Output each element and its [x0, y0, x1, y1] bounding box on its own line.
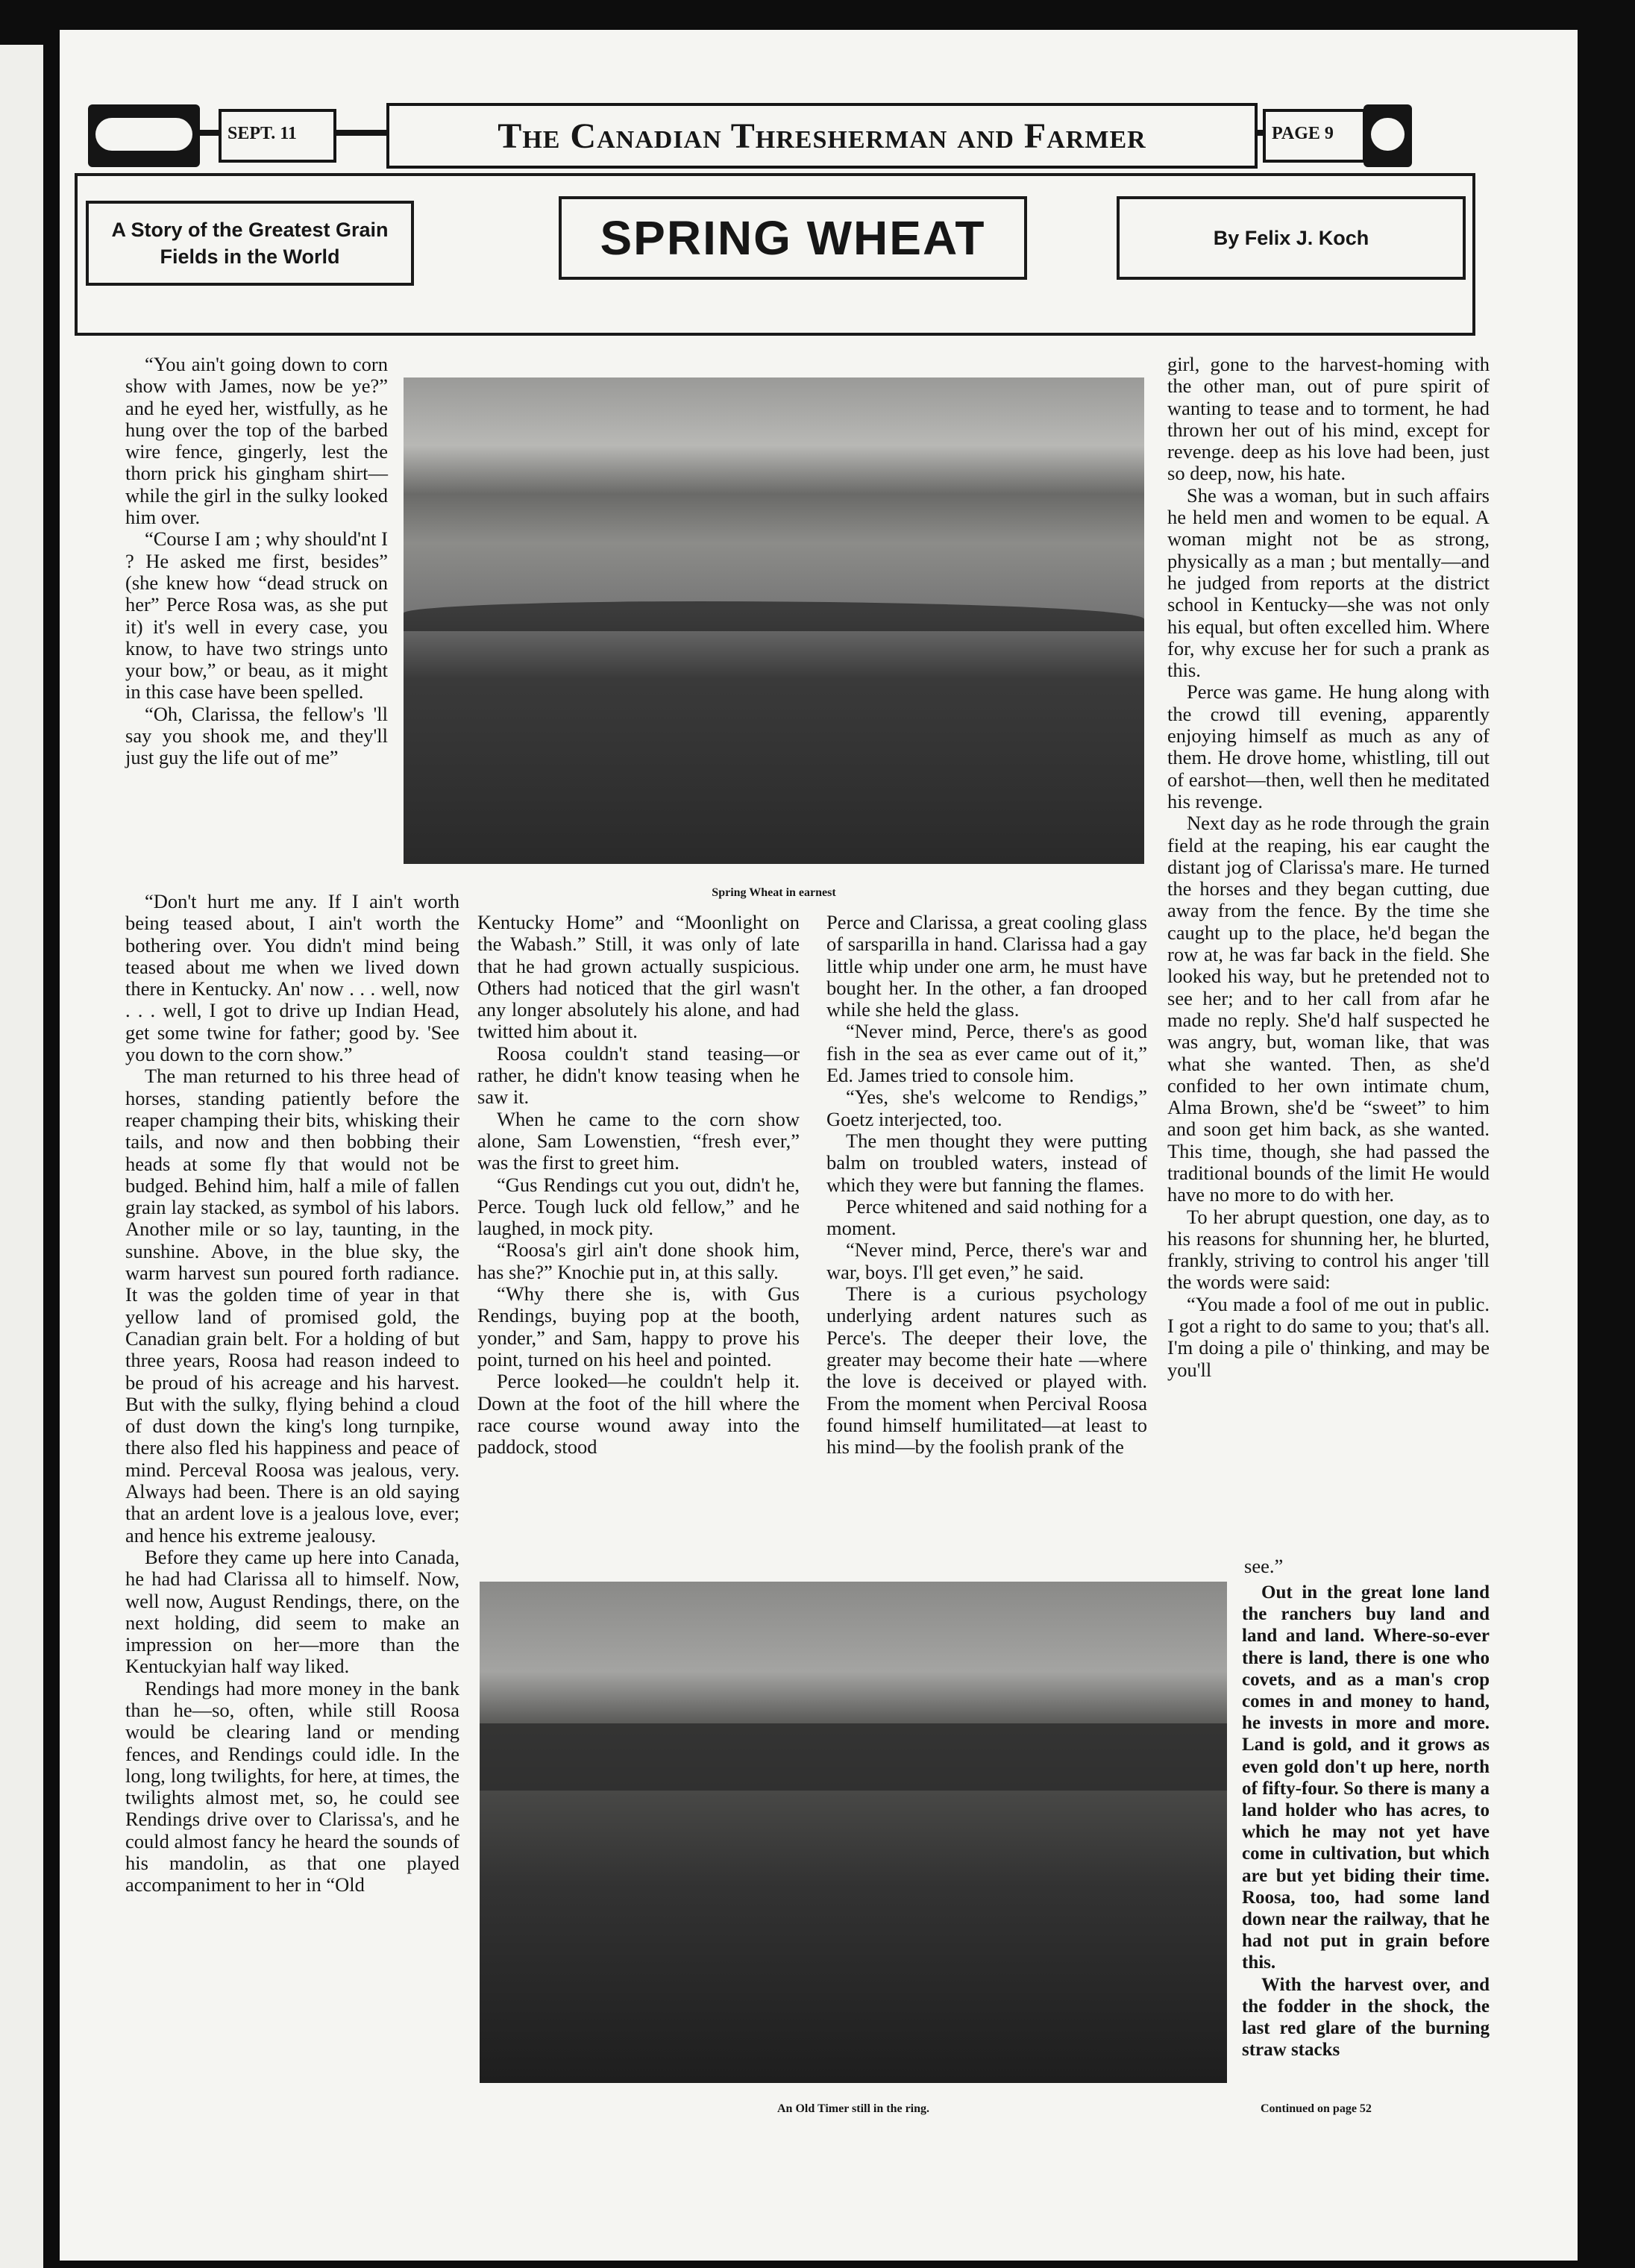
column-1-bottom [125, 891, 459, 1896]
paragraph: “Never mind, Perce, there's as good fish in the sea as ever came out of it,” Ed. James tried to console him. [826, 1020, 1147, 1087]
paragraph: “Don't hurt me any. If I ain't worth being teased about, I ain't worth the bothering over. You didn't mind being teased about me when we lived down there in Kentucky. An' now . . . well, now . . . well, I got to drive up Indian Head, get some twine for father; good by. 'See you down to the corn show.” [125, 890, 459, 1066]
bottom-photo-caption: An Old Timer still in the ring. [776, 2102, 930, 2115]
paragraph: “You made a fool of me out in public. I got a right to do same to you; that's all. I'm doing a pile o' thinking, and may be you'll [1167, 1292, 1490, 1381]
paragraph: Roosa couldn't stand teasing—or rather, he didn't know teasing when he saw it. [477, 1041, 800, 1109]
paragraph: Out in the great lone land the ranchers buy land and land and land. Where-so-ever there is land, there is one who covets, and as a man's crop comes in and money to hand, he invests in more and more. Land is gold, and it grows as even gold don't up here, north of fifty-four. So there is many a land holder who has acres, to which he may not yet have come in cultivation, but which are but yet biding their time. Roosa, too, had some land down near the railway, that he had not put in grain before this. [1242, 1582, 1490, 1973]
paragraph: There is a curious psychology underlying ardent natures such as Perce's. The deeper their love, the greater may become their hate —where the love is deceived or played with. From the moment when Percival Roosa found himself humilitated—at least to his mind—by the foolish prank of the [826, 1282, 1147, 1459]
story-tagline: A Story of the Greatest Grain Fields in the World [111, 219, 389, 268]
page-number: PAGE 9 [1272, 124, 1334, 143]
date-box [219, 109, 336, 163]
story-byline: By Felix J. Koch [1213, 226, 1369, 249]
paragraph: Perce whitened and said nothing for a moment. [826, 1194, 1147, 1240]
page-box [1263, 109, 1366, 163]
paragraph: Rendings had more money in the bank than he—so, often, while still Roosa would be clearing land or mending fences, and Rendings could idle. In the long, long twilights, for here, at times, the twilights almost met, so, he could see Rendings drive over to Clarissa's, and he could almost fancy he heard the sounds of his mandolin, as that one played accompaniment to her in “Old [125, 1676, 459, 1896]
byline-box [1117, 196, 1466, 280]
continued-note: Continued on page 52 [1261, 2102, 1372, 2115]
paragraph: Perce and Clarissa, a great cooling glass of sarsparilla in hand. Clarissa had a gay little whip under one arm, he must have bought her. In the other, a fan drooped while she held the glass. [826, 911, 1147, 1021]
paragraph: Next day as he rode through the grain field at the reaping, his ear caught the distant jog of Clarissa's mare. He turned the horses and they began cutting, due away from the fence. By the time she caught up to the place, he'd began the row at, he was far back in the field. She looked his way, but he pretended not to see her; and to her call from afar he made no reply. She'd half suspected he was angry, but, woman like, that was what she wanted. Then, as she'd confided to her own intimate chum, Alma Brown, she'd be “sweet” to him and soon get him back, as she wanted. This time, though, she had passed the traditional bounds of the limit He would have no more to do with her. [1167, 812, 1490, 1206]
column-1-top [125, 354, 388, 769]
treeline [404, 601, 1144, 631]
paragraph: Kentucky Home” and “Moonlight on the Wabash.” Still, it was only of late that he had grown actually suspicious. Others had noticed that the girl wasn't any longer absolutely his alone, and had twitted him about it. [477, 911, 800, 1043]
adjacent-page-edge [0, 45, 43, 2268]
paragraph: She was a woman, but in such affairs he held men and women to be equal. A woman might not be as strong, physically as a man ; but mentally—and he judged from reports at the district school in Kentucky—she was not only his equal, but often excelled him. Where for, why excuse her for such a prank as this. [1167, 483, 1490, 682]
paragraph: “Yes, she's welcome to Rendigs,” Goetz interjected, too. [826, 1086, 1147, 1130]
right-ornament-icon [1363, 104, 1412, 167]
column-3 [826, 912, 1147, 1458]
paragraph: Perce looked—he couldn't help it. Down at the foot of the hill where the race course wound away into the paddock, stood [477, 1370, 800, 1459]
paragraph: “Why there she is, with Gus Rendings, buying pop at the booth, yonder,” and Sam, happy to prove his point, turned on his heel and pointed. [477, 1282, 800, 1370]
issue-date: SEPT. 11 [227, 124, 297, 143]
title-box [559, 196, 1027, 280]
paragraph: With the harvest over, and the fodder in the shock, the last red glare of the burning straw stacks [1242, 1974, 1490, 2061]
paragraph: “Roosa's girl ain't done shook him, has she?” Knochie put in, at this sally. [477, 1238, 800, 1283]
threshing-photo [480, 1582, 1227, 2083]
column-4-see [1244, 1556, 1423, 1577]
column-2 [477, 912, 800, 1458]
title-box [386, 103, 1258, 169]
paragraph: When he came to the corn show alone, Sam Lowenstien, “fresh ever,” was the first to greet him. [477, 1107, 800, 1174]
column-4-top [1167, 354, 1490, 1381]
paragraph: “Never mind, Perce, there's war and war, boys. I'll get even,” he said. [826, 1238, 1147, 1283]
paragraph: “Course I am ; why should'nt I ? He asked me first, besides” (she knew how “dead struck on her” Perce Rosa was, as she put it) it's well in every case, you know, to have two strings unto your bow,” or beau, as it might in this case have been spelled. [125, 527, 388, 704]
paragraph: “You ain't going down to corn show with James, now be ye?” and he eyed her, wistfully, as he hung over the top of the barbed wire fence, gingerly, lest the thorn prick his gingham shirt—while the girl in the sulky looked him over. [125, 353, 388, 529]
paragraph: “Gus Rendings cut you out, didn't he, Perce. Tough luck old fellow,” and he laughed, in mock pity. [477, 1173, 800, 1240]
masthead [88, 98, 1412, 173]
story-title: SPRING WHEAT [600, 211, 986, 265]
left-ornament-icon [88, 104, 200, 167]
tagline-box [86, 201, 414, 286]
paragraph: Perce was game. He hung along with the crowd till evening, apparently enjoying himself as much as any of them. He drove home, whistling, till out of earshot—then, well then he meditated his revenge. [1167, 680, 1490, 812]
top-photo-caption: Spring Wheat in earnest [712, 886, 836, 899]
spring-wheat-photo [404, 378, 1144, 864]
magazine-title: The Canadian Thresherman and Farmer [498, 116, 1146, 156]
paragraph: Before they came up here into Canada, he had had Clarissa all to himself. Now, well now, August Rendings, there, on the next holding, did seem to make an impression on her—more than the Kentuckyian half way liked. [125, 1545, 459, 1678]
paragraph: The men thought they were putting balm on troubled waters, instead of which they were but fanning the flames. [826, 1129, 1147, 1196]
paragraph: see.” [1244, 1555, 1284, 1577]
story-header [75, 173, 1475, 336]
threshing-outfit [480, 1723, 1227, 1791]
paragraph: The man returned to his three head of horses, standing patiently before the reaper champing their bits, whisking their tails, and now and then bobbing their heads at some fly that would not be budged. Behind him, half a mile of fallen grain lay stacked, as symbol of his labors. Another mile or so lay, taunting, in the sunshine. Above, in the blue sky, the warm harvest sun poured forth radiance. It was the golden time of year in that yellow land of promised gold, the Canadian grain belt. For a holding of but three years, Roosa had reason indeed to be proud of his acreage and his harvest. But with the sulky, flying behind a cloud of dust down the king's long turnpike, there also fled his happiness and peace of mind. Perceval Roosa was jealous, very. Always had been. There is an old saying that an ardent love is a jealous love, ever; and hence his extreme jealousy. [125, 1065, 459, 1547]
paragraph: To her abrupt question, one day, as to his reasons for shunning her, he blurted, frankly, striving to control his anger 'till the words were said: [1167, 1205, 1490, 1294]
column-4-bottom [1242, 1582, 1490, 2061]
paragraph: girl, gone to the harvest-homing with the other man, out of pure spirit of wanting to tease and to torment, he had thrown her out of his mind, except for revenge. deep as his love had been, just so deep, now, his hate. [1167, 353, 1490, 485]
paragraph: “Oh, Clarissa, the fellow's 'll say you shook me, and they'll just guy the life out of me” [125, 702, 388, 769]
